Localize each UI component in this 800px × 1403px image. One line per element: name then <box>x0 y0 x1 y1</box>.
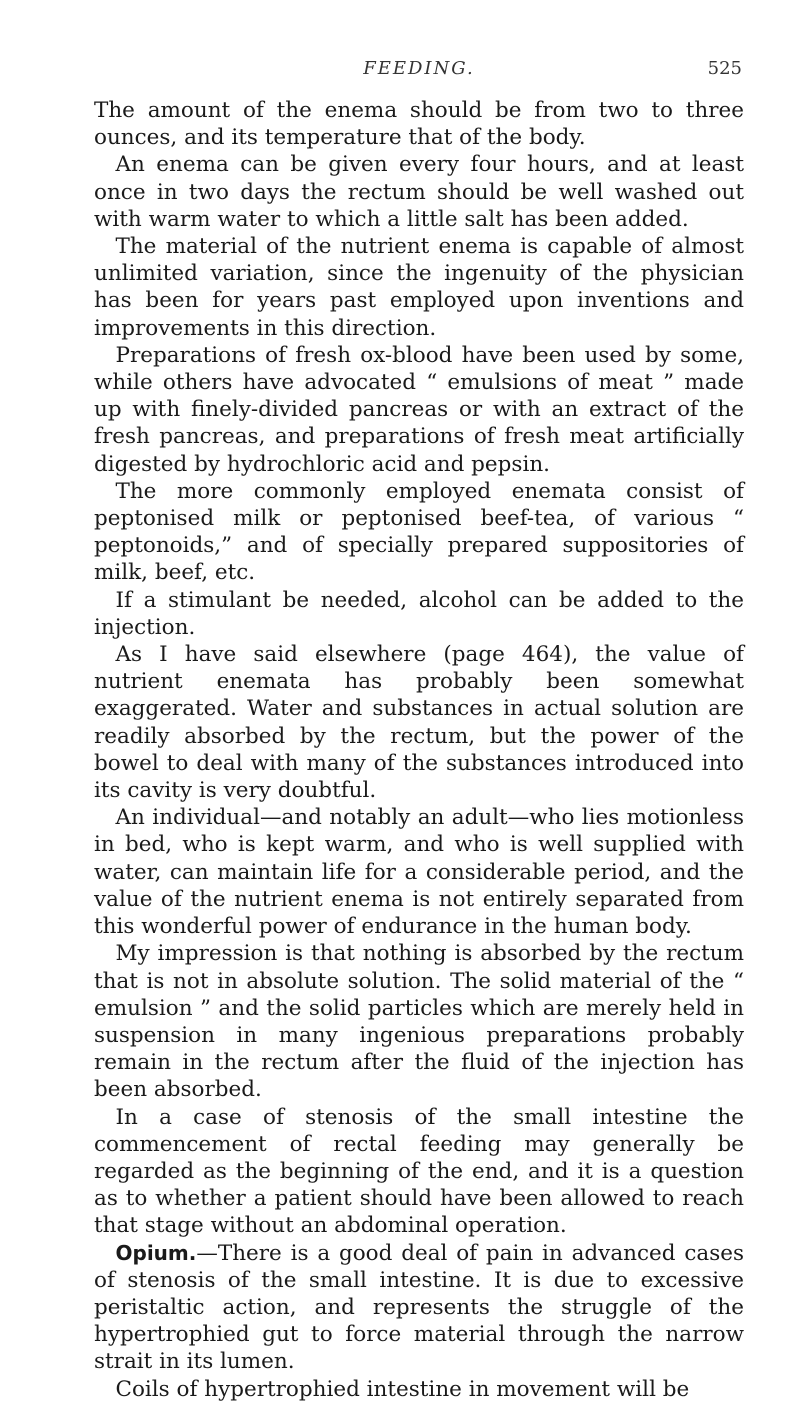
page-number: 525 <box>707 58 742 79</box>
running-head <box>96 52 742 82</box>
paragraph-value: As I have said elsewhere (page 464), the value of nutrient enemata has probably been somewhat exaggerated. Water and substances in actual solution are readily absorbed by the rectum, but the power of the bowel to deal with many of the substances introduced into its cavity is very doubtful. <box>94 642 744 804</box>
body-text <box>94 97 744 1403</box>
paragraph-enema-material: The material of the nutrient enema is capable of almost unlimited variation, since the ingenuity of the physician has been for years past employed upon inventions and improvements in this direction. <box>94 234 744 341</box>
paragraph-stenosis: In a case of stenosis of the small intestine the commencement of rectal feeding may generally be regarded as the beginning of the end, and it is a question as to whether a patient should have been allowed to reach that stage without an abdominal operation. <box>94 1104 744 1239</box>
paragraph-impression: My impression is that nothing is absorbed by the rectum that is not in absolute solution. The solid material of the “ emulsion ” and the solid particles which are merely held in suspension in many ingenious preparations probably remain in the rectum after the fluid of the injection has been absorbed. <box>94 941 744 1103</box>
running-title: FEEDING. <box>363 58 475 79</box>
paragraph-enema-amount: The amount of the enema should be from two to three ounces, and its temperature that of the body. <box>94 98 744 151</box>
opium-text: —There is a good deal of pain in advanced cases of stenosis of the small intestine. It is due to excessive peristaltic action, and represents the struggle of the hypertrophied gut to force material through the narrow strait in its lumen. <box>94 1240 744 1375</box>
paragraph-coils: Coils of hypertrophied intestine in movement will be <box>115 1376 690 1402</box>
paragraph-enema-frequency: An enema can be given every four hours, and at least once in two days the rectum should be well washed out with warm water to which a little salt has been added. <box>94 152 744 232</box>
paragraph-enemata: The more commonly employed enemata consist of peptonised milk or peptonised beef-tea, of various “ peptonoids,” and of specially prepared suppositories of milk, beef, etc. <box>94 478 744 586</box>
paragraph-individual: An individual—and notably an adult—who lies motionless in bed, who is kept warm, and who is well supplied with water, can maintain life for a considerable period, and the value of the nutrient enema is not entirely separated from this wonderful power of endurance in the human body. <box>94 805 744 940</box>
opium-heading: Opium. <box>115 1240 197 1265</box>
paragraph-preparations: Preparations of fresh ox-blood have been used by some, while others have advocated “ emulsions of meat ” made up with finely-divided pancreas or with an extract of the fresh pancreas, and preparations of fresh meat artificially digested by hydrochloric acid and pepsin. <box>94 342 744 477</box>
paragraph-opium <box>94 1240 744 1376</box>
paragraph-stimulant: If a stimulant be needed, alcohol can be added to the injection. <box>94 587 744 640</box>
